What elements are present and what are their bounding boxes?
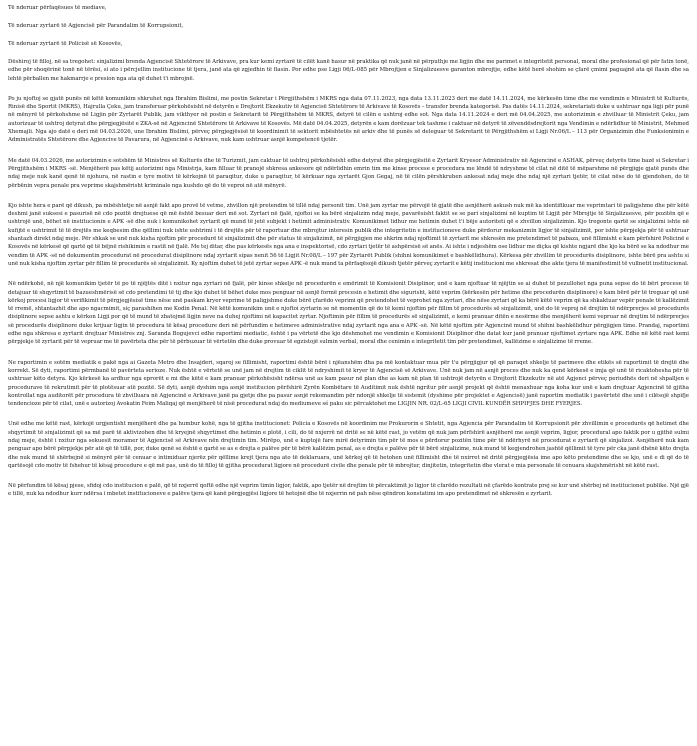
paragraph-demands: Unë edhe me këtë rast, kërkojë urgjentisht menjëherë dhe pa humbur kohë, nga të gjitha institucionet: Policia e Kosovës në koordinim me Prokurorin e Shtetit, nga Agjencia për Parandalim të Korrupsionit për zhvillimin e procedurës që hetimet dhe shqyrtimit të sinjalizimit që sa më parë të aktivizohen dhe të kryejnë shqyrtimet dhe hetimin e plotë, i cili, do të nxjerrë në dritë se në këtë rast, jo vetëm që nuk jam përfshirë asnjëherë me asnjë veprim, ligjor, procedural apo faktik por u gjithë sulmi ndaj meje, është i nxitur nga sekuesit moramer të Agjencisë së Arkivave nën drejtimin tim. Mirëpo, unë e kuptojë fare mirë detyrimin tim për të mos e përdorur pozitën time për të ndërhyrë në procedurat e zyrtarit që sinjalizoi. Asnjëherë nuk kam penguar apo bërë përpjekje për atë që të tillë, por, duke qenë se është e qartë se as e drejta e palëve për të bërë kallëzim penal, as e drejta e palëve për të bërë sinjalizime, nuk mund të kegjendrohen jashtë qëllimit të tyre për cka janë dhënë këto drejta dhe nuk mund të shërbejnë si mënyrë për të cenuar e intimiduar njerëz për qëllime krejt tjera nga ato të deklaruara, unë kërkoj që të hetohen unë fillimisht dhe të nxirret në dritë përgjegjësia ime apo këto pretendime dhe se kjo, unë e di që do të qartësojë cdo motiv të fshehur të kësaj procedure e që më pas, unë do të filloj të gjitha procedurat ligjore në procedurë civile dhe penale për të mbrojtur, dinjitetin, integritetin dhe vlerat e mia personale të cenuara skajshmërisht në këtë rast. <box>8 421 689 469</box>
paragraph-intro: Dëshiroj të filloj, në sa tregohet: sinjalizimi brenda Agjencisë Shtetërore të Arkivave, pra kur kemi zyrtarë të cilët kanë hasur në praktika që nuk janë në përputhje me ligjin dhe me parimet e integritetit personal, moral dhe profesional që për fatin tonë, edhe për shoqërinë tonë në tërësi, si ato i përcjellim institucione të tjera, janë ata që zgjedhin të flasin. Por edhe pse Ligji 06/L-085 për Mbrojtjen e Sinjalizuesve garanton mbrojtje, edhe këtë herë shohim se çfarë çmimi paguajnë ata që flasin dhe sa lehtë përballen me hakmarrje e presion nga ata që duhet t'i mbrojnë. <box>8 59 689 82</box>
paragraph-authorization: Me datë 04.03.2026, me autorizimin e sotshëm të Ministres së Kulturës dhe të Turizmit, jam caktuar të ushtroj përkohësisht edhe detyrat dhe përgjegjësitë e Zyrtarit Kryesor Administrativ në Agjencinë e ASHAK, përveç detyrës time bazë si Sekretar i Përgjithshëm i MKRS -së. Menjëherë pas këtij autorizimi nga Ministrja, kam filluar të pranojë shkresa ankesore që ndërlidhin emrin tim me kinse procese e procedura me lëndë të ndryshme të cilat në ditë të mëparshme në përgjigje gjatë punës dhe ndaj meje nuk kanë qenë të njohura, në rastin e tyre motivi të kërkojnë të paraqitur, duke u paraqitur, të kërkuar nga zyrtarët Gjon Gegaj, në të cilën përshkruhen ankesat ndaj meje dhe ndaj një zyrtari tjetër, të cilat nëse do të gjendohen, do të përbënin vepra penale pra veprime skajshmërisht kriminale nga kushdo që do të veproi në atë mënyrë. <box>8 157 689 189</box>
paragraph-conclusion: Në përfundim të kësaj pjese, sfidoj cdo institucion e palë, që të nxjerrë qoftë edhe një veprim timin ligjor, faktik, apo tjetër në drejtim të përcaktimit jo ligjor të cfarëdo rezultati në çfarëdo kontrate prej se kur unë shërbej në institucionet publike. Një gjë e tillë, nuk ka ndodhur kurr ndërsa i mbetet institucioneve e palëve tjera që kanë përgjegjësi ligjore të hetojnë dhe të nxjerrin në pah nëse qëndron konstatimi im apo pretendimet në shkresën e zyrtarit. <box>8 483 689 498</box>
paragraph-media-report: Ne raportimin e sotëm mediatik e pakë nga ai Gazeta Metro dhe Insajderi, sqaroj se fillimisht, raportimi është bërë i njëanshëm dha pa më kontaktuar mua për t'u përgjigjur që që paraqet shkelje të parimeve dhe etikës së raportimit të drejtë dhe korrekt. Së dyti, raportimi përmbanë të pavërteta serioze. Nuk është e vërtetë se unë jam në drejtim të ciklit të ndryshimit të kryer të Agjencisë së Arkivave. Unë nuk jam në asnjë proces dhe nuk ka qenë kërkesë e imja që unë të ricaktohesha për të ushtruar këto detyra. Kjo kërkesë ka ardhur nga eprorët e mi dhe këtë e kam pranuar përkohësisht ndërsa unë as kam pasur në plan dhe as kam në plan të ushtrojë detyrën e Drejtorit Ekzekutiv në atë Agjenci përveç periudhës deri në shpalljen e procedurave të rekrutimit për të plotësuar atë pozitë. Së dyti, asnjë dyshim nga asnjë institucion përfshirë Zyrën Kombëtare të Auditimit nuk është ngritur për asnjë projekt që është menaxhuar nga koha kur unë e kam drejtuar Agjencinë të gjitha kontrollat nga auditorët për procedura të zhvilluara në Agjencinë e Arkivave janë pa gjetje dhe pa pasur asnjë rekomandim për ndonjë shkelje të sistemit (dyshime për projektet e Agjencisë) janë raportim mediatik i pavërtetë dhe unë i cilësojë shpifje tendencioze për të cilat, unë e autorizoj Avokatin Feim Maliqaj që menjëherë të nisë procedurat ndaj do mediumeve sé paku sic përcaktohet me LIGJIN NR. 02/L-65 LIGJI CIVIL KUNDËR SHPIFJES DHE FYERJES. <box>8 359 689 408</box>
paragraph-background: Po ju njoftoj se gjatë punës në këtë komunikim shkruhet nga Ibrahim Bislimi, me postin Sekretar i Përgjithshëm i MKRS nga data 07.11.2023, nga data 13.11.2023 deri me datë 14.11.2024, me kërkesën time dhe me vendimin e Ministrit të Kulturës, Rinisë dhe Sportit (MKRS), Hajrulla Çeku, jam transferuar përkohësisht në detyrën e Drejtorit Ekzekutiv të Agjencisë Shtetërore të Arkivave të Kosovës – transfer brenda kategorisë. Pas datës 14.11.2024, sekretariati duke u ushtruar nga ligji për punë në mënyrë të përkohshme në Ligjin për Zyrtarët Publik, jam vikthyer në postin e Sekretarit të Përgjithshëm të MKRS, detyrë të cilën e ushtroj edhe sot. Nga data 14.11.2024 e deri më 04.04.2025, me autorizimin e zhvilluar të Ministrit Çeku, jam autorizuar të ushtroj detyrat dhe përgjegjësitë e ZKA-së në Agjencinë Shtetërore të Arkivave të Kosovës. Më datë 04.04.2025, detyrën e kam dorëzuar tek tashme i caktuar në detyrë të zëvendësdrejtorit nga Vendimin e ndërlidhur të Ministrit, Mehmed Xhemajli. Nga ajo datë e deri më 04.03.2026, une Ibrahim Bislimi, përveç përgjegjësisë të koordinimit të sektorit mbështetës në arkiv dhe të punës së deleguar të Sekretarit të Përgjithshëm si Ligji Nr.06/L – 113 për Organizimin dhe Funksionimin e Administratës Shtetërore dhe Agjencive të Pavarura, në Agjencinë e Arkivave, nuk kam ushtruar asnjë kompetencë tjetër. <box>8 95 689 144</box>
paragraph-allegations: Kjo ishte hera e parë që dikush, pa mbështetje në asnjë fakt apo provë të vetme, zhvillon një pretendim të tillë ndaj personit tim. Unë jam zyrtar me përvojë të gjatë dhe asnjëherë askush nuk më ka identifikuar me veprimtari të paligjshme dhe për këtë deshmi janë suksesi e pasurisë në cdo pozitë drejtuese që më është besuar deri më sot. Zyrtari në fjalë, njoftoi se ka bërë sinjalizim ndaj meje, pavarësisht faktit se se pari sinjalizimi në kuptim të Ligjit për Mbrojtje të Sinjalizuesve, për pozitën që e ushtrojë unë, bëhet në institucionin e APK -së dhe nuk i komunikohet zyrtarit që mund të jetë subjekt i hetimit administrativ. Komunikimet lidhur me hetimin duhet t'i bëje autoriteti që e zhvillon sinjalizimin. Kjo tregonte qartë se sinjalizimi ishte në kufijtë e ushtrimit të të drejtës me keqbesim dhe qëllimi nuk ishte ushtrimi i të drejtës për të raportuar dhe mbrojtur interesin publik dhe integritetin e institucioneve duke përdorur mekanizmin ligjor të sinjalizimit, por ishte përpjekja për të ushtruar shantazh direkt ndaj meje. Për shkak se unë nuk kisha njoftim për procedurë të sinjalizimit dhe për status të sinjalizimit, në përgjigjen me shkrim ndaj njoftimit të zyrtarit me shkresën me pretendimet të pabaza, unë fillimisht e kam përfshirë Policinë e Kosovës në kërkesë që qartë që të bëjnë rishikimin e rastit në fjalë. Me tej ditar, dhe pas kërkesës nga ana e inspektorisë, cdo zyrtari tjetër të ashpërsisë së anës. Ai ishte i ndjeshëm ose lidhur me diçka që kishte ngjarë dhe kjo ka bërë se ka ndodhur me vendim të APK -së në dokumentin procedurat në procedurat disiplinore ndaj zyrtarit sipas nenit 56 të Ligjit Nr.08/L – 197 për Zyrtarët Publik (shihni komunikimet e bashkëlidhura). Kërkesa për zhvillim të procedurës disiplinore, ishte bërë pra ashtu si unë nuk kisha njoftim zyrtar për fillim të procedurës së sinjalizimit. Ky njoftim duhet të jetë zyrtar sepse APK -ë nuk mund ta përfaqësojë dikush tjetër përveç zyrtarit e këtij institucioni me shkresat dhe akte tjera të manifestimit të vullnetit institucional. <box>8 202 689 267</box>
paragraph-disciplinary: Në ndërkohë, në një komunikim tjetër të po të njëjtës ditë i nxitur nga zyrtari në fjalë, për kinse shkelje në procedurën e emërimit të Komisionit Disiplinor, unë e kam njoftuar të njëjtin se ai duhet të pezullohet nga puna sepse do të bëri procese të detajuar të shqyrtimit të bazueshmërisë së cdo pretendimi të tij dhe kjo duhet të bëhet duke mos penguar në asnjë formë procesin e hetimit dhe sigurisht, këtë veprim (kërkesën për hetime dhe procedurën disiplinore) e kam bërë për të treguar që unë kërkoj procesi ligjor të verifikimit të përgjegjësisë time nëse unë paskam kryer veprime të paligjshme duke bërë çfarëdo veprimi që pretendohet të veprohet nga zyrtari, dhe nëse zyrtari që ka bërë këtë veprim që ka shkaktuar vepër penale të kallëzimit të rremë, shtantazhit dhe apo ngacmimit, siç parashihen me Kodin Penal. Në këtë komunikim unë e njoftoi zyrtarin se në momentin që do të kemi njoftim për fillim të procedurës së sinjalizimit, unë do të veproj në drejtim të ndërprerjes së procedurës disiplinore sepse ashtu e kërkon Ligji por që të mund të zbatojmë ligjin neve na duhej njoftimi në kapacitet zyrtar. Njoftimin për fillim të procedurës së sinjalizimit, e kemi pranuar ditën e nesërme dhe menjëherë kemi vepruar në drejtim të ndërprerjes së procedurës disiplinore duke krijuar ligjin të procedura të kësaj procedure deri në përfundim e hetimeve administrative ndaj zyrtarit nga ana e APK -së. Në këtë njoftim për Agjencinë mund të shihni bashkëlidhur përgjigjen time. Prandaj, raportimi edhe nga shkresa e zyrtarit drejtuar Ministres znj. Saranda Bogujevci edhe raportimi mediatic, është i pa vërtetë dhe kjo dëshmohet me vendimin e Komisionit Disiplinor dhe datat kur janë pranuar njoftimet zyrtare nga APK. Edhe në këtë rast kemi përpjekje të zyrtarit për të vepruar me të pavërteta dhe për të përbuzuar të vërtetën dhe duke provuar të egzistojë sulmin verbal, moral dhe cenimin e integritetit tim për pretendimet, kallëzime e sinjalizime të rreme. <box>8 281 689 346</box>
salutation-police: Të nderuar zyrtarë të Policisë së Kosovës, <box>8 41 123 47</box>
salutation-media: Të nderuar përfaqësues të mediave, <box>8 5 107 11</box>
salutation-agency: Të nderuar zyrtarë të Agjencisë për Parandalim të Korrupsionit, <box>8 23 184 29</box>
